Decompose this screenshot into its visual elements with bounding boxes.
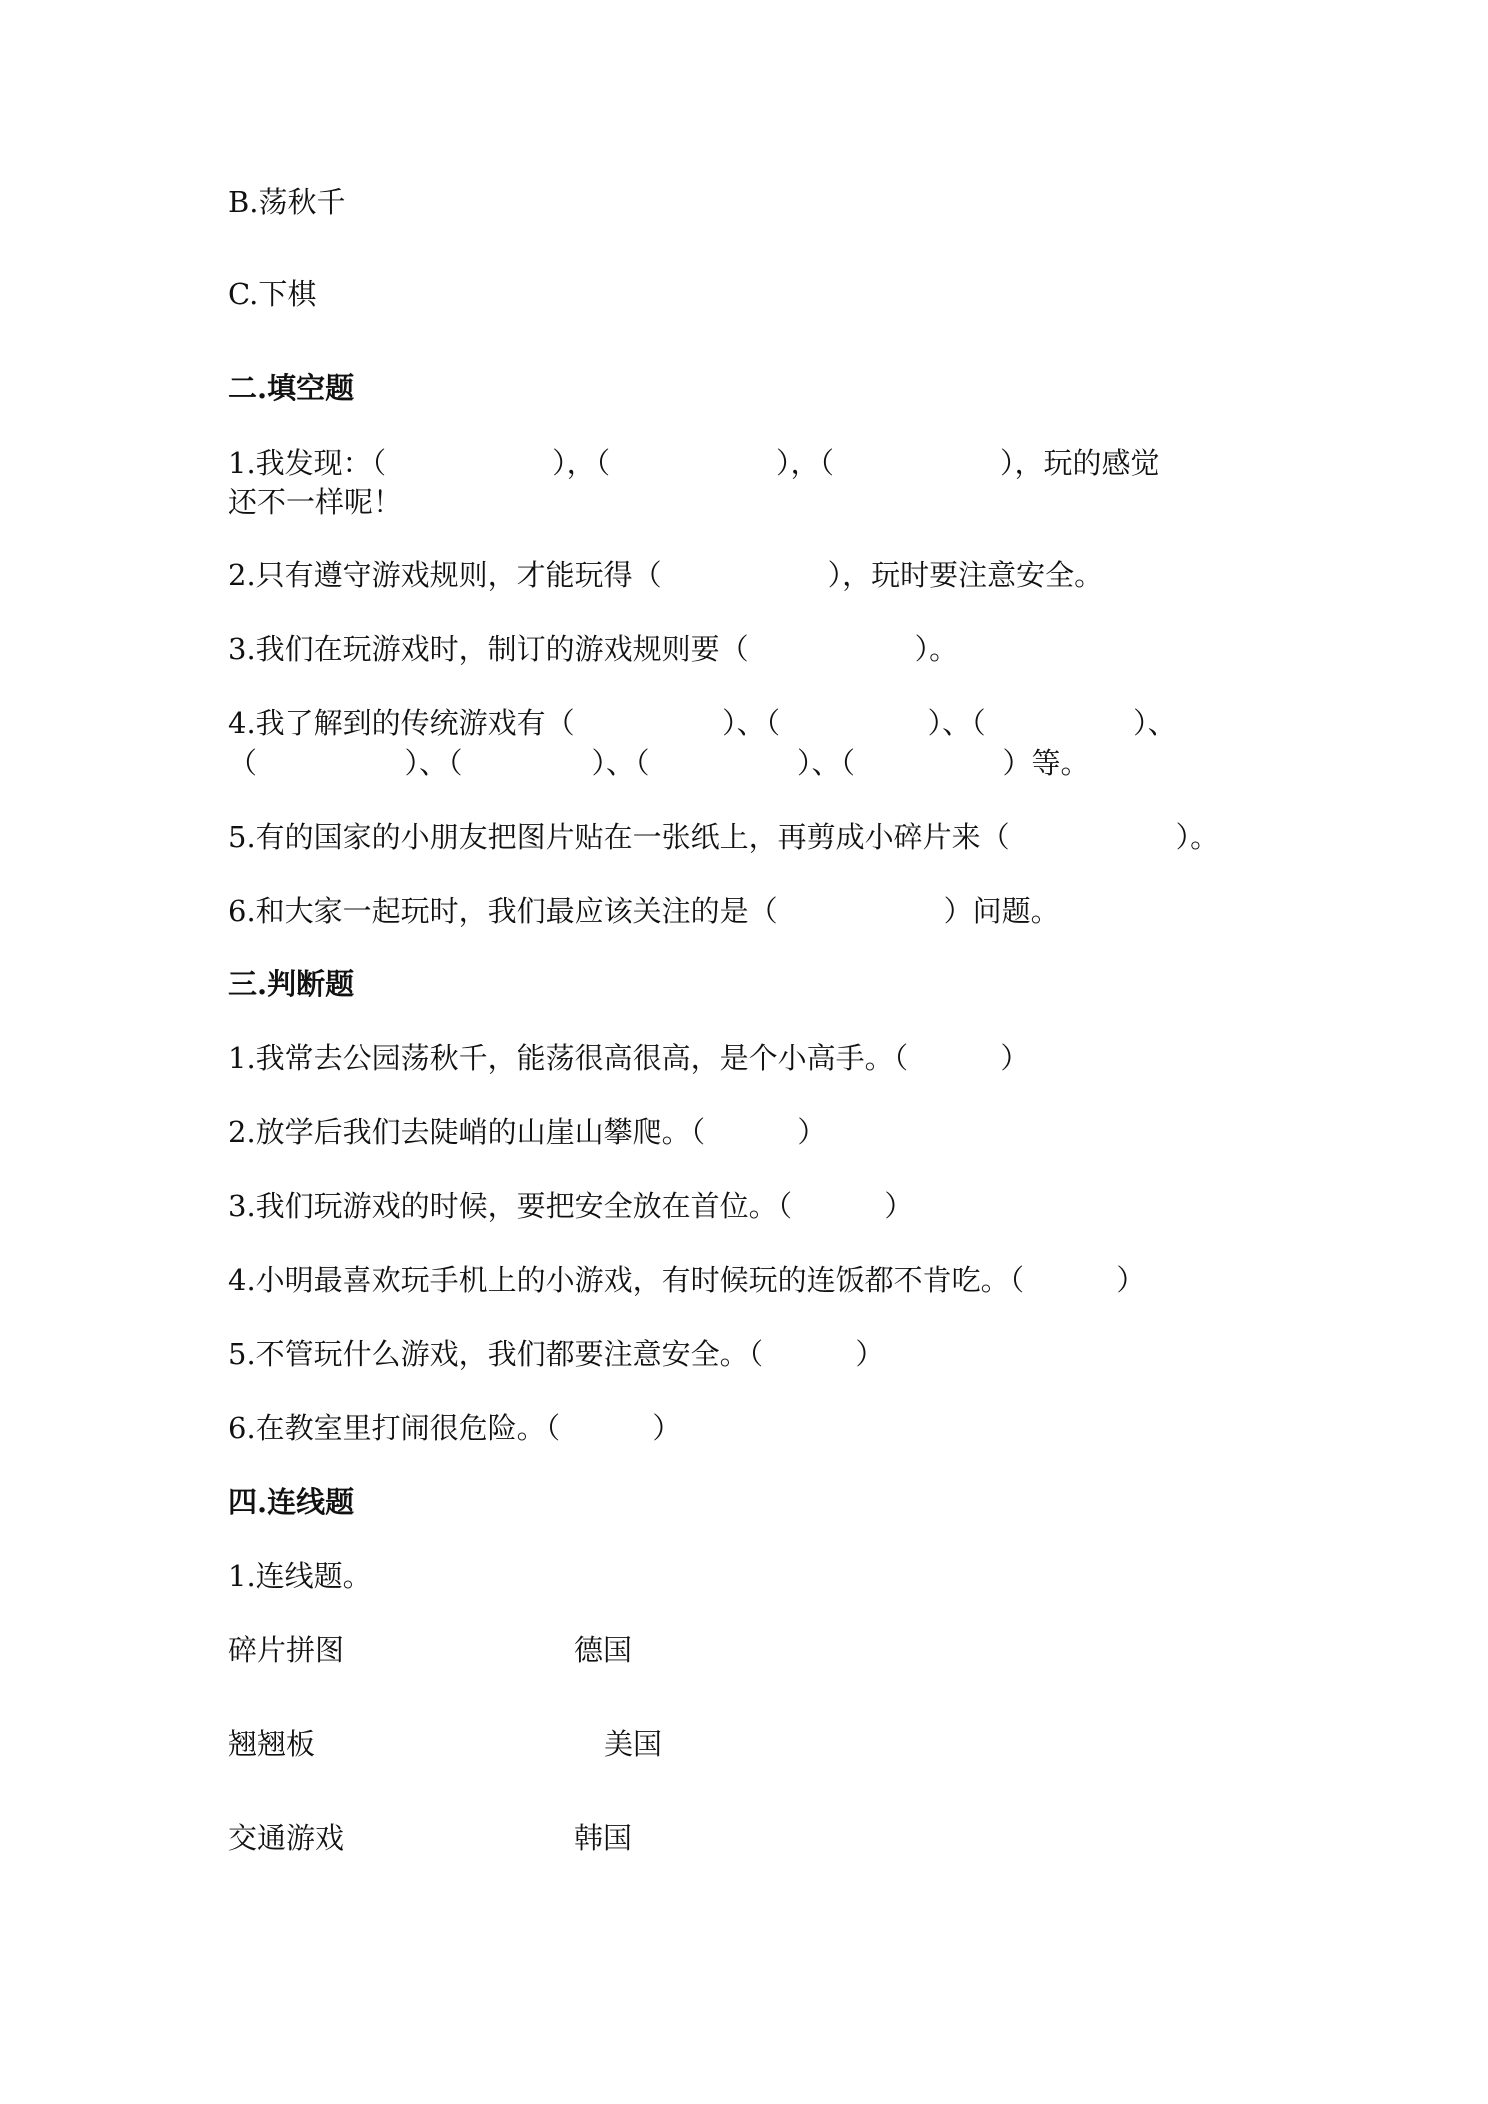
matching-right-item: 美国 bbox=[604, 1727, 663, 1761]
judge-question-2: 2.放学后我们去陡峭的山崖山攀爬。（ ） bbox=[228, 1115, 827, 1149]
fill-question-2: 2.只有遵守游戏规则，才能玩得（ ），玩时要注意安全。 bbox=[228, 558, 1104, 592]
matching-left-item: 碎片拼图 bbox=[228, 1633, 345, 1667]
fill-question-5: 5.有的国家的小朋友把图片贴在一张纸上，再剪成小碎片来（ ）。 bbox=[228, 820, 1220, 854]
option-b: B.荡秋千 bbox=[228, 185, 346, 219]
fill-question-1-line2: 还不一样呢！ bbox=[228, 485, 403, 519]
judge-question-1: 1.我常去公园荡秋千，能荡很高很高，是个小高手。（ ） bbox=[228, 1041, 1030, 1075]
fill-question-4-line2: （ ）、（ ）、（ ）、（ ）等。 bbox=[228, 746, 1090, 780]
matching-right-item: 德国 bbox=[574, 1633, 633, 1667]
matching-left-item: 交通游戏 bbox=[228, 1821, 345, 1855]
fill-question-1-line1: 1.我发现：（ ），（ ），（ ），玩的感觉 bbox=[228, 446, 1160, 480]
fill-question-3: 3.我们在玩游戏时，制订的游戏规则要（ ）。 bbox=[228, 632, 959, 666]
matching-left-item: 翘翘板 bbox=[228, 1727, 316, 1761]
judge-question-5: 5.不管玩什么游戏，我们都要注意安全。（ ） bbox=[228, 1337, 885, 1371]
option-c: C.下棋 bbox=[228, 277, 317, 311]
matching-right-item: 韩国 bbox=[574, 1821, 633, 1855]
matching-question-1: 1.连线题。 bbox=[228, 1559, 372, 1593]
section-heading-matching: 四.连线题 bbox=[228, 1485, 355, 1519]
judge-question-3: 3.我们玩游戏的时候，要把安全放在首位。（ ） bbox=[228, 1189, 914, 1223]
judge-question-6: 6.在教室里打闹很危险。（ ） bbox=[228, 1411, 682, 1445]
fill-question-6: 6.和大家一起玩时，我们最应该关注的是（ ）问题。 bbox=[228, 894, 1060, 928]
section-heading-fill-blank: 二.填空题 bbox=[228, 371, 355, 405]
section-heading-true-false: 三.判断题 bbox=[228, 967, 355, 1001]
judge-question-4: 4.小明最喜欢玩手机上的小游戏，有时候玩的连饭都不肯吃。（ ） bbox=[228, 1263, 1146, 1297]
fill-question-4-line1: 4.我了解到的传统游戏有（ ）、（ ）、（ ）、 bbox=[228, 706, 1177, 740]
